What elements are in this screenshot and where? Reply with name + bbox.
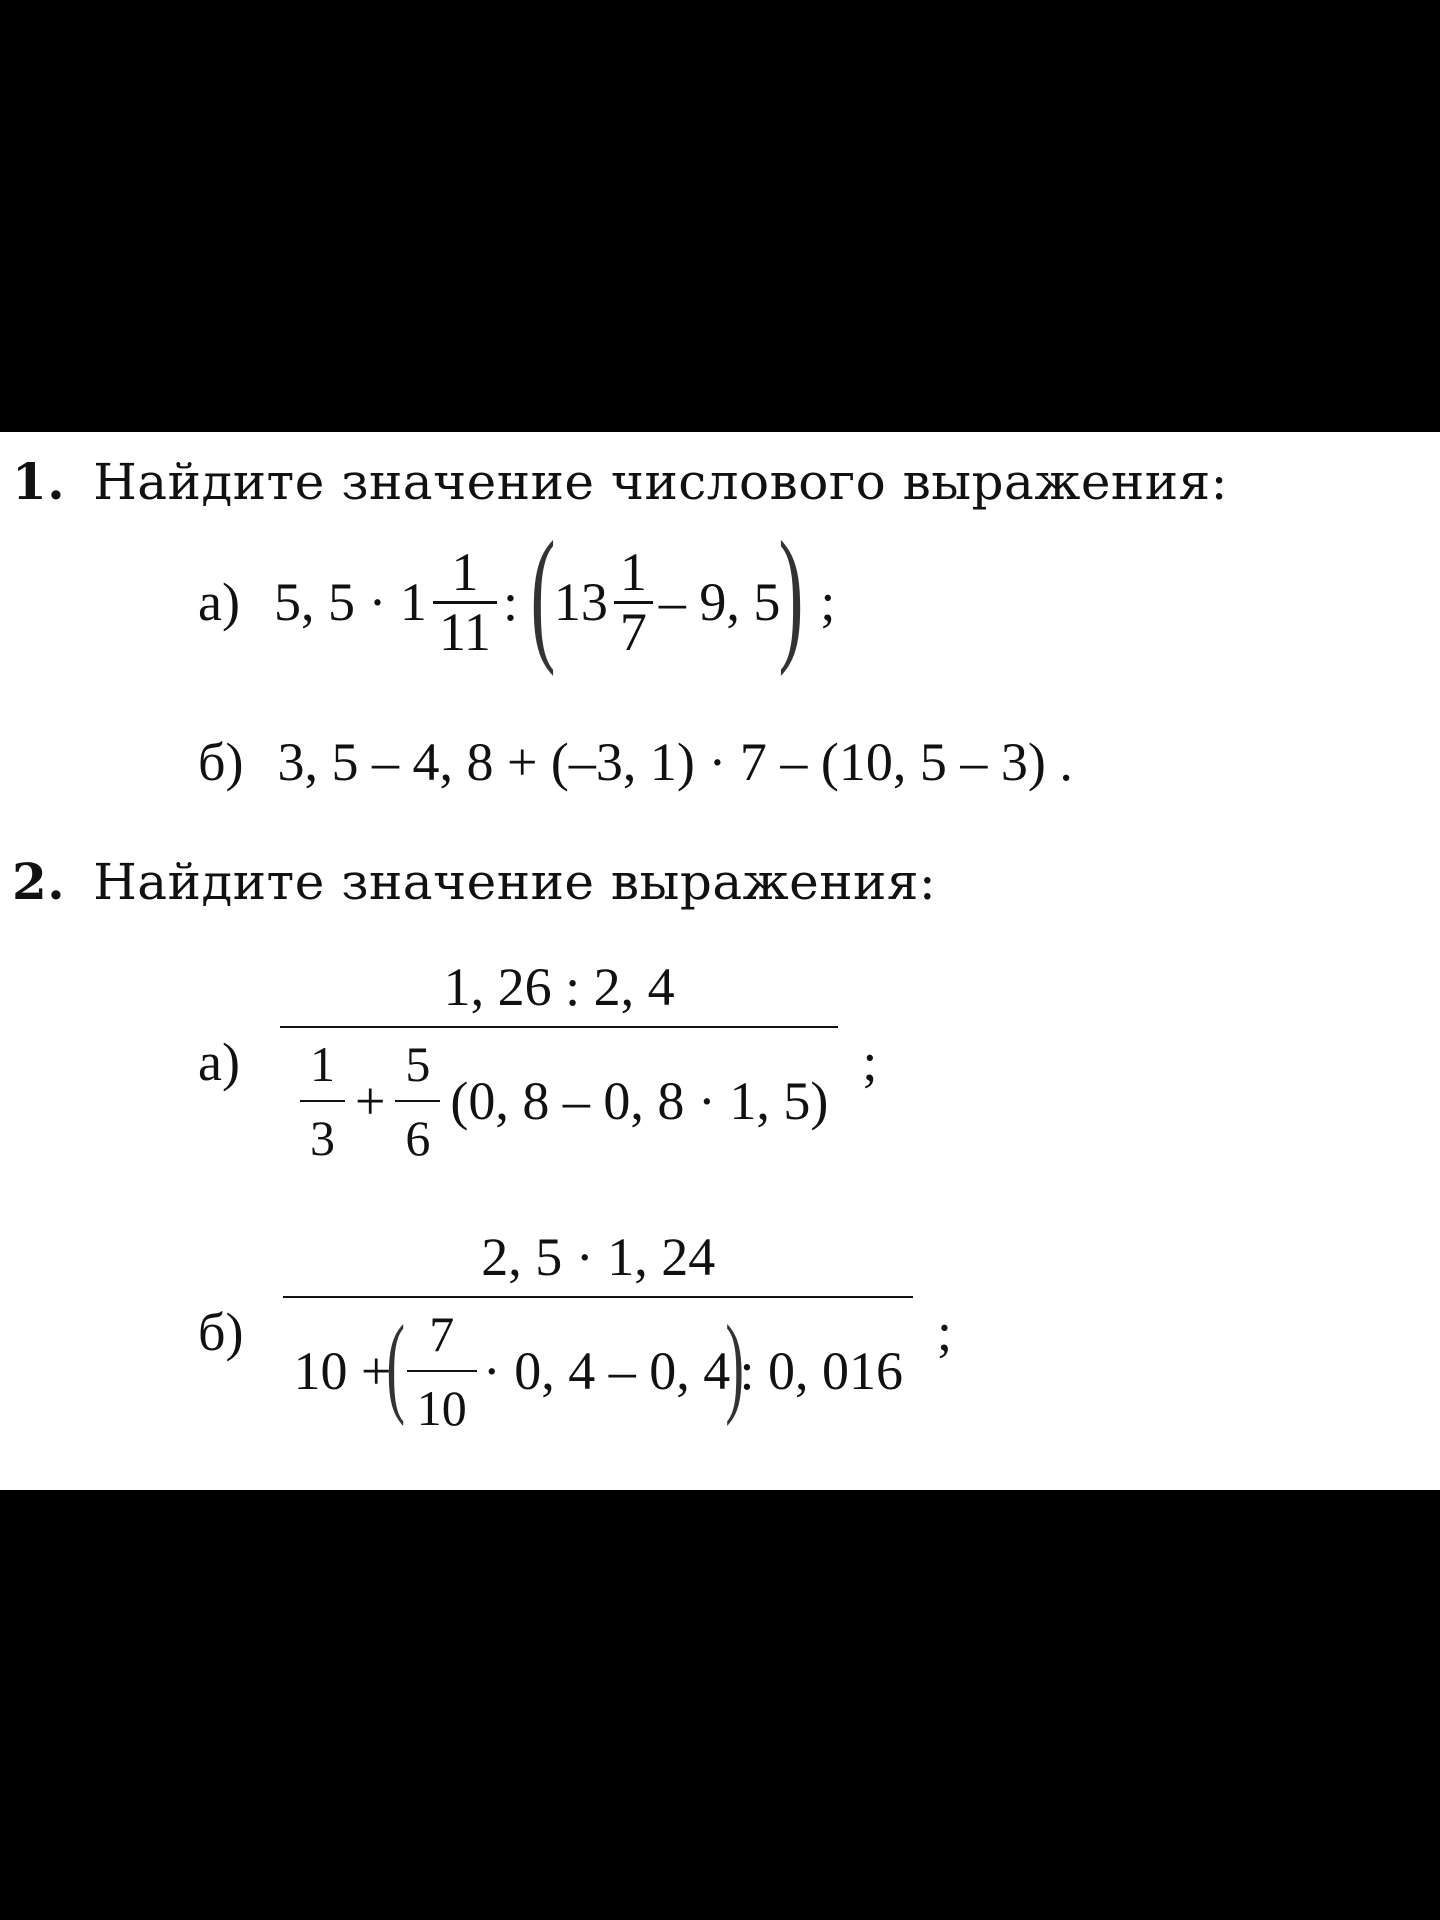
task-2-heading (12, 852, 936, 911)
left-parenthesis: ( (530, 511, 556, 677)
fraction-denominator: 7 (614, 601, 653, 661)
task-1a-part2: : (502, 572, 518, 632)
task-2-number: 2. (12, 852, 66, 911)
plus-sign: + (354, 1071, 386, 1131)
task-1a-part3: 13 (553, 572, 608, 632)
fraction-numerator: 7 (429, 1305, 455, 1362)
task-1b-label: б) (198, 732, 244, 792)
task-2b-end: ; (937, 1302, 953, 1362)
task-1a-label: а) (198, 572, 240, 632)
task-1a-fraction-2 (614, 541, 653, 662)
fraction-denominator: 11 (433, 601, 497, 661)
fraction-denominator: 10 (407, 1370, 477, 1435)
fraction-numerator: 1 (619, 541, 647, 602)
task-1-number: 1. (12, 452, 66, 511)
fraction-denominator: 3 (300, 1100, 345, 1165)
main-denominator (283, 1296, 913, 1435)
denominator-middle: · 0, 4 – 0, 4 (482, 1341, 731, 1401)
task-1a-expression (198, 511, 836, 682)
left-parenthesis: ( (386, 1303, 406, 1428)
fraction-numerator: 5 (405, 1035, 431, 1092)
main-denominator (280, 1026, 838, 1165)
task-2b-expression (198, 1212, 952, 1452)
task-2b-main-fraction (283, 1229, 913, 1435)
denominator-fraction-2 (391, 1035, 444, 1167)
task-2a-expression (198, 952, 877, 1172)
main-numerator: 1, 26 : 2, 4 (443, 957, 675, 1018)
denominator-fraction (407, 1305, 477, 1437)
denominator-fraction-1 (296, 1035, 349, 1167)
denominator-tail: (0, 8 – 0, 8 · 1, 5) (450, 1071, 829, 1131)
task-1a-end: ; (820, 572, 836, 632)
task-1b-expression (198, 722, 1073, 802)
task-1b-formula: 3, 5 – 4, 8 + (–3, 1) · 7 – (10, 5 – 3) . (277, 732, 1073, 792)
task-1a-fraction-1 (433, 541, 497, 662)
task-2a-main-fraction (280, 959, 838, 1165)
fraction-numerator: 1 (309, 1035, 335, 1092)
task-1a-part4: – 9, 5 (658, 572, 781, 632)
denominator-head: 10 + (293, 1341, 392, 1401)
task-1-heading (12, 452, 1228, 511)
task-2-title: Найдите значение выражения: (93, 853, 937, 911)
fraction-denominator: 6 (395, 1100, 440, 1165)
right-parenthesis: ) (725, 1303, 745, 1428)
worksheet (0, 432, 1440, 1490)
fraction-numerator: 1 (451, 541, 479, 602)
task-1a-part1: 5, 5 · 1 (273, 572, 427, 632)
right-parenthesis: ) (778, 511, 804, 677)
denominator-tail: : 0, 016 (739, 1341, 904, 1401)
task-2a-label: а) (198, 1032, 240, 1092)
main-numerator: 2, 5 · 1, 24 (481, 1227, 716, 1288)
task-1-title: Найдите значение числового выражения: (93, 453, 1228, 511)
task-2b-label: б) (198, 1302, 244, 1362)
task-2a-end: ; (862, 1032, 878, 1092)
